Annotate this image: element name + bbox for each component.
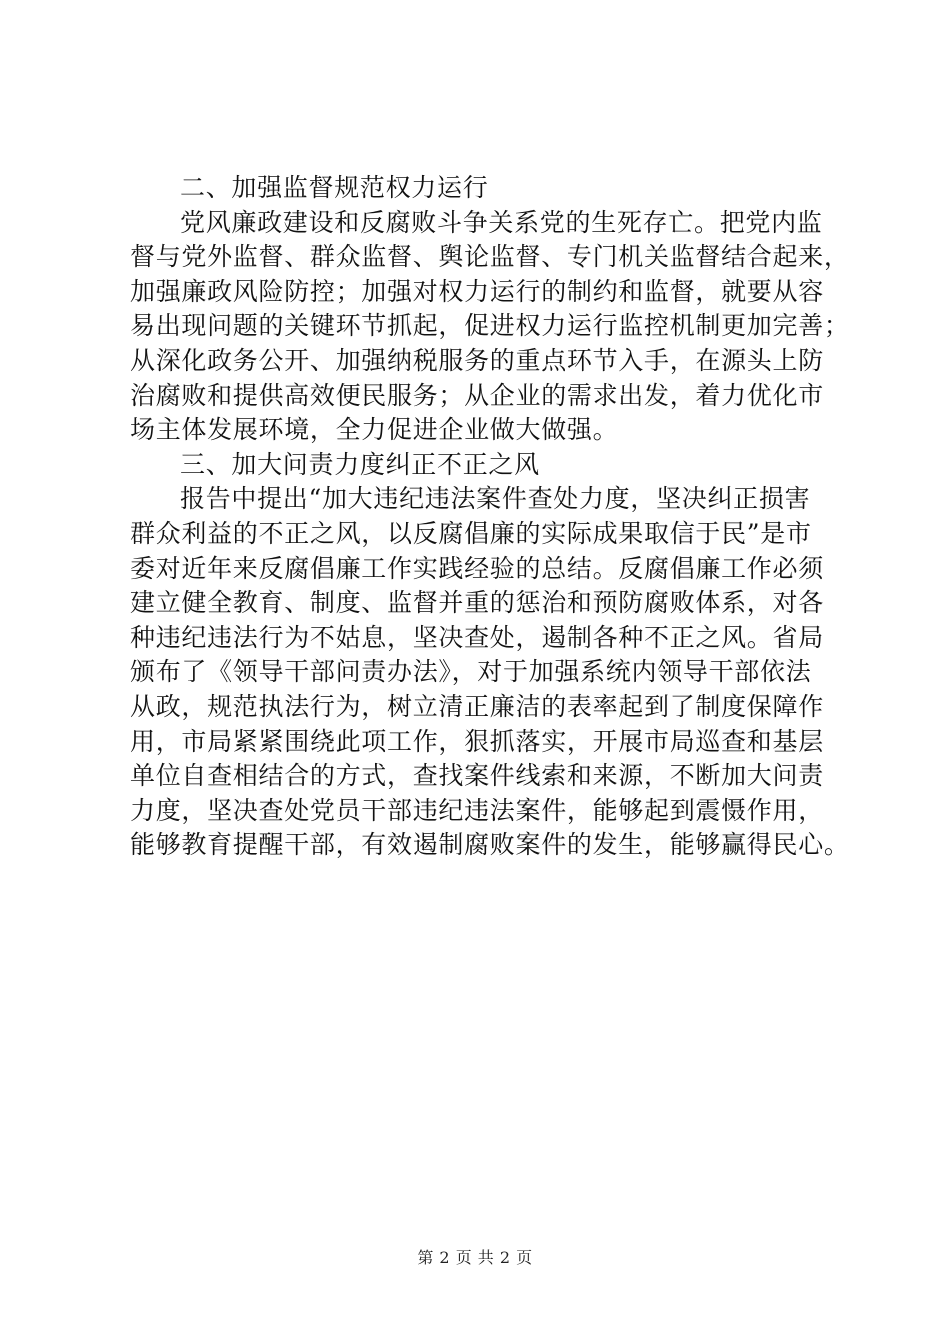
paragraph-line: 力度，坚决查处党员干部违纪违法案件，能够起到震慑作用， [130,795,824,825]
paragraph-line: 建立健全教育、制度、监督并重的惩治和预防腐败体系，对各 [130,588,824,618]
paragraph-line: 群众利益的不正之风，以反腐倡廉的实际成果取信于民”是市 [130,518,812,548]
section-heading-2: 二、加强监督规范权力运行 [180,173,489,202]
document-body [130,171,850,863]
page-number-footer: 第 2 页 共 2 页 [417,1248,533,1267]
paragraph-line: 报告中提出“加大违纪违法案件查处力度，坚决纠正损害 [180,484,811,514]
paragraph-line: 用，市局紧紧围绕此项工作，狠抓落实，开展市局巡查和基层 [130,726,824,756]
paragraph-line: 颁布了《领导干部问责办法》，对于加强系统内领导干部依法 [130,657,812,687]
section-heading-3: 三、加大问责力度纠正不正之风 [180,449,540,479]
paragraph-line: 易出现问题的关键环节抓起，促进权力运行监控机制更加完善； [130,311,850,341]
paragraph-line: 场主体发展环境，全力促进企业做大做强。 [130,415,619,445]
paragraph-line: 治腐败和提供高效便民服务；从企业的需求出发，着力优化市 [130,380,824,410]
paragraph-line: 从深化政务公开、加强纳税服务的重点环节入手，在源头上防 [130,345,824,375]
paragraph-line: 从政，规范执法行为，树立清正廉洁的表率起到了制度保障作 [130,691,824,721]
paragraph-line: 委对近年来反腐倡廉工作实践经验的总结。反腐倡廉工作必须 [130,553,824,583]
paragraph-line: 加强廉政风险防控；加强对权力运行的制约和监督，就要从容 [130,276,824,306]
paragraph-line: 种违纪违法行为不姑息，坚决查处，遏制各种不正之风。省局 [130,622,824,652]
paragraph-line: 能够教育提醒干部，有效遏制腐败案件的发生，能够赢得民心。 [130,830,850,860]
paragraph-line: 督与党外监督、群众监督、舆论监督、专门机关监督结合起来， [130,242,850,272]
paragraph-line: 单位自查相结合的方式，查找案件线索和来源，不断加大问责 [130,761,824,791]
paragraph-line: 党风廉政建设和反腐败斗争关系党的生死存亡。把党内监 [180,207,823,237]
